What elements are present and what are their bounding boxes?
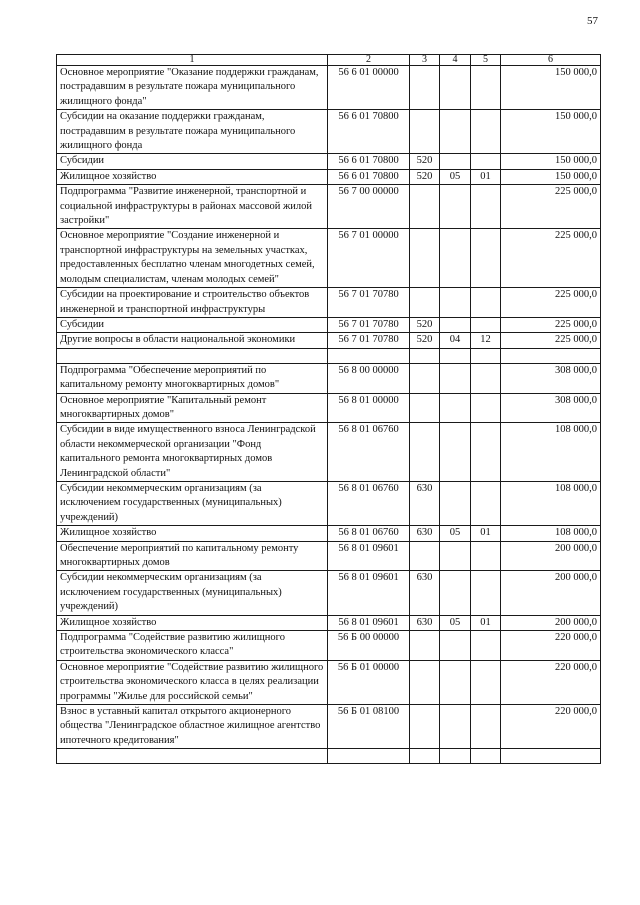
section-cell: 05 <box>440 615 471 630</box>
subsection-cell <box>471 660 501 704</box>
row-name-cell: Субсидии <box>57 317 328 332</box>
section-cell <box>440 631 471 661</box>
column-header: 3 <box>410 55 440 66</box>
table-row <box>57 363 601 393</box>
expense-type-cell: 520 <box>410 169 440 184</box>
section-cell <box>440 288 471 318</box>
amount-cell: 225 000,0 <box>501 333 601 348</box>
expense-type-cell <box>410 705 440 749</box>
table-row-spacer <box>57 749 601 764</box>
subsection-cell <box>471 705 501 749</box>
subsection-cell <box>471 363 501 393</box>
row-name-cell: Субсидии <box>57 154 328 169</box>
amount-cell: 220 000,0 <box>501 705 601 749</box>
section-cell <box>440 571 471 615</box>
target-code-cell: 56 6 01 70800 <box>328 169 410 184</box>
subsection-cell <box>471 541 501 571</box>
table-row <box>57 185 601 229</box>
table-row <box>57 571 601 615</box>
amount-cell: 225 000,0 <box>501 317 601 332</box>
row-name-cell: Субсидии в виде имущественного взноса Ленинградской области некоммерческой организации "Фонд капитального ремонта многоквартирных домов Ленинградской области" <box>57 423 328 482</box>
table-row <box>57 541 601 571</box>
target-code-cell: 56 8 01 06760 <box>328 481 410 525</box>
expense-type-cell <box>410 229 440 288</box>
table-row <box>57 333 601 348</box>
target-code-cell: 56 Б 01 00000 <box>328 660 410 704</box>
subsection-cell: 01 <box>471 615 501 630</box>
table-row <box>57 66 601 110</box>
empty-cell <box>57 749 328 764</box>
subsection-cell <box>471 317 501 332</box>
row-name-cell: Подпрограмма "Содействие развитию жилищного строительства экономического класса" <box>57 631 328 661</box>
empty-cell <box>501 348 601 363</box>
amount-cell: 225 000,0 <box>501 185 601 229</box>
expense-type-cell <box>410 110 440 154</box>
section-cell: 04 <box>440 333 471 348</box>
budget-table <box>56 54 601 764</box>
column-number-row <box>57 55 601 66</box>
target-code-cell: 56 8 01 06760 <box>328 526 410 541</box>
target-code-cell: 56 6 01 00000 <box>328 66 410 110</box>
target-code-cell: 56 8 01 09601 <box>328 571 410 615</box>
section-cell <box>440 229 471 288</box>
row-name-cell: Жилищное хозяйство <box>57 615 328 630</box>
amount-cell: 108 000,0 <box>501 526 601 541</box>
expense-type-cell <box>410 66 440 110</box>
table-row <box>57 154 601 169</box>
section-cell: 05 <box>440 169 471 184</box>
empty-cell <box>328 348 410 363</box>
empty-cell <box>328 749 410 764</box>
target-code-cell: 56 7 01 70780 <box>328 317 410 332</box>
table-row <box>57 169 601 184</box>
expense-type-cell <box>410 363 440 393</box>
column-header: 5 <box>471 55 501 66</box>
table-row <box>57 317 601 332</box>
expense-type-cell <box>410 541 440 571</box>
column-header: 6 <box>501 55 601 66</box>
expense-type-cell: 630 <box>410 571 440 615</box>
amount-cell: 200 000,0 <box>501 541 601 571</box>
amount-cell: 108 000,0 <box>501 481 601 525</box>
table-row <box>57 229 601 288</box>
row-name-cell: Другие вопросы в области национальной экономики <box>57 333 328 348</box>
row-name-cell: Обеспечение мероприятий по капитальному ремонту многоквартирных домов <box>57 541 328 571</box>
expense-type-cell: 520 <box>410 154 440 169</box>
table-row <box>57 288 601 318</box>
row-name-cell: Субсидии на оказание поддержки гражданам, пострадавшим в результате пожара муниципального жилищного фонда <box>57 110 328 154</box>
section-cell: 05 <box>440 526 471 541</box>
table-row <box>57 423 601 482</box>
target-code-cell: 56 8 01 09601 <box>328 541 410 571</box>
expense-type-cell: 630 <box>410 481 440 525</box>
target-code-cell: 56 7 01 70780 <box>328 288 410 318</box>
section-cell <box>440 185 471 229</box>
target-code-cell: 56 7 01 00000 <box>328 229 410 288</box>
subsection-cell <box>471 631 501 661</box>
empty-cell <box>57 348 328 363</box>
subsection-cell: 01 <box>471 169 501 184</box>
empty-cell <box>501 749 601 764</box>
column-header: 2 <box>328 55 410 66</box>
target-code-cell: 56 8 01 06760 <box>328 423 410 482</box>
amount-cell: 150 000,0 <box>501 154 601 169</box>
expense-type-cell <box>410 393 440 423</box>
empty-cell <box>410 348 440 363</box>
table-row <box>57 615 601 630</box>
amount-cell: 150 000,0 <box>501 169 601 184</box>
empty-cell <box>440 749 471 764</box>
target-code-cell: 56 6 01 70800 <box>328 154 410 169</box>
row-name-cell: Жилищное хозяйство <box>57 526 328 541</box>
subsection-cell <box>471 110 501 154</box>
target-code-cell: 56 8 01 00000 <box>328 393 410 423</box>
section-cell <box>440 660 471 704</box>
expense-type-cell: 520 <box>410 333 440 348</box>
subsection-cell: 12 <box>471 333 501 348</box>
target-code-cell: 56 8 00 00000 <box>328 363 410 393</box>
amount-cell: 150 000,0 <box>501 110 601 154</box>
expense-type-cell: 630 <box>410 526 440 541</box>
expense-type-cell <box>410 660 440 704</box>
row-name-cell: Взнос в уставный капитал открытого акционерного общества "Ленинградское областное жилищное агентство ипотечного кредитования" <box>57 705 328 749</box>
subsection-cell <box>471 66 501 110</box>
section-cell <box>440 363 471 393</box>
subsection-cell <box>471 288 501 318</box>
amount-cell: 308 000,0 <box>501 393 601 423</box>
page-number: 57 <box>587 15 598 27</box>
amount-cell: 200 000,0 <box>501 615 601 630</box>
subsection-cell <box>471 571 501 615</box>
subsection-cell <box>471 185 501 229</box>
row-name-cell: Основное мероприятие "Оказание поддержки гражданам, пострадавшим в результате пожара муниципального жилищного фонда" <box>57 66 328 110</box>
column-header: 4 <box>440 55 471 66</box>
target-code-cell: 56 6 01 70800 <box>328 110 410 154</box>
target-code-cell: 56 Б 01 08100 <box>328 705 410 749</box>
empty-cell <box>410 749 440 764</box>
target-code-cell: 56 7 01 70780 <box>328 333 410 348</box>
row-name-cell: Субсидии некоммерческим организациям (за исключением государственных (муниципальных) учреждений) <box>57 481 328 525</box>
amount-cell: 108 000,0 <box>501 423 601 482</box>
subsection-cell <box>471 154 501 169</box>
section-cell <box>440 317 471 332</box>
expense-type-cell: 520 <box>410 317 440 332</box>
empty-cell <box>471 749 501 764</box>
row-name-cell: Жилищное хозяйство <box>57 169 328 184</box>
row-name-cell: Подпрограмма "Развитие инженерной, транспортной и социальной инфраструктуры в районах массовой жилой застройки" <box>57 185 328 229</box>
row-name-cell: Основное мероприятие "Создание инженерной и транспортной инфраструктуры на земельных участках, предоставленных бесплатно членам многодетных семей, молодым специалистам, членам молодых семей" <box>57 229 328 288</box>
subsection-cell <box>471 481 501 525</box>
section-cell <box>440 423 471 482</box>
section-cell <box>440 66 471 110</box>
table-row-spacer <box>57 348 601 363</box>
empty-cell <box>440 348 471 363</box>
table-row <box>57 705 601 749</box>
target-code-cell: 56 8 01 09601 <box>328 615 410 630</box>
table-row <box>57 393 601 423</box>
subsection-cell <box>471 393 501 423</box>
row-name-cell: Основное мероприятие "Содействие развитию жилищного строительства экономического класса в целях реализации программы "Жилье для российской семьи" <box>57 660 328 704</box>
section-cell <box>440 110 471 154</box>
target-code-cell: 56 7 00 00000 <box>328 185 410 229</box>
amount-cell: 225 000,0 <box>501 229 601 288</box>
amount-cell: 308 000,0 <box>501 363 601 393</box>
expense-type-cell <box>410 185 440 229</box>
subsection-cell: 01 <box>471 526 501 541</box>
row-name-cell: Субсидии некоммерческим организациям (за исключением государственных (муниципальных) учреждений) <box>57 571 328 615</box>
subsection-cell <box>471 229 501 288</box>
amount-cell: 200 000,0 <box>501 571 601 615</box>
amount-cell: 150 000,0 <box>501 66 601 110</box>
row-name-cell: Субсидии на проектирование и строительство объектов инженерной и транспортной инфраструктуры <box>57 288 328 318</box>
section-cell <box>440 481 471 525</box>
subsection-cell <box>471 423 501 482</box>
table-row <box>57 481 601 525</box>
section-cell <box>440 154 471 169</box>
section-cell <box>440 541 471 571</box>
empty-cell <box>471 348 501 363</box>
row-name-cell: Подпрограмма "Обеспечение мероприятий по капитальному ремонту многоквартирных домов" <box>57 363 328 393</box>
expense-type-cell <box>410 288 440 318</box>
amount-cell: 220 000,0 <box>501 660 601 704</box>
table-row <box>57 660 601 704</box>
expense-type-cell <box>410 423 440 482</box>
row-name-cell: Основное мероприятие "Капитальный ремонт многоквартирных домов" <box>57 393 328 423</box>
column-header: 1 <box>57 55 328 66</box>
amount-cell: 225 000,0 <box>501 288 601 318</box>
expense-type-cell <box>410 631 440 661</box>
section-cell <box>440 393 471 423</box>
table-row <box>57 526 601 541</box>
expense-type-cell: 630 <box>410 615 440 630</box>
amount-cell: 220 000,0 <box>501 631 601 661</box>
table-row <box>57 110 601 154</box>
target-code-cell: 56 Б 00 00000 <box>328 631 410 661</box>
section-cell <box>440 705 471 749</box>
table-row <box>57 631 601 661</box>
